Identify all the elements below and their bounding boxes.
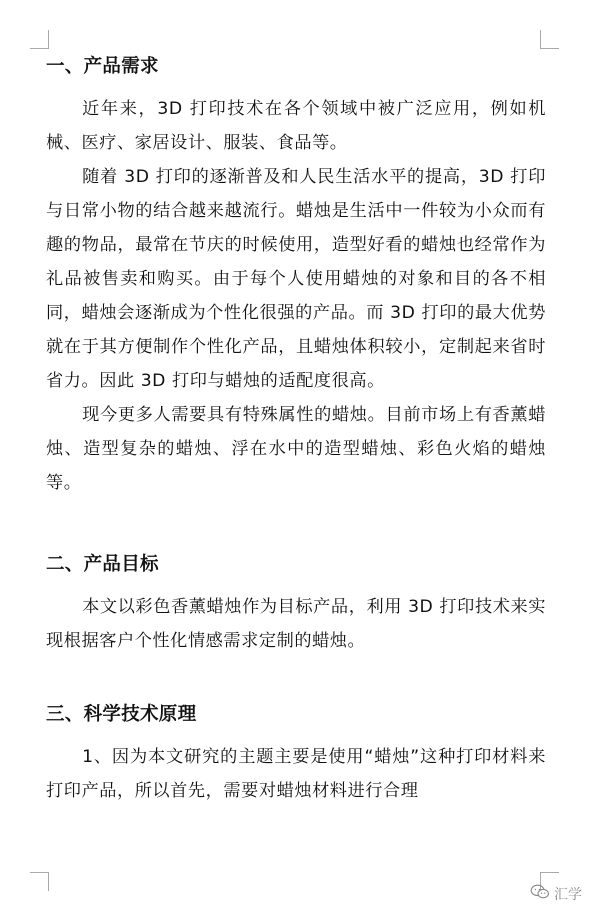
- page-corner-mark-top-left: [30, 30, 49, 49]
- section-heading-product-demand: 一、产品需求: [46, 56, 159, 77]
- section-heading-principles: 三、科学技术原理: [46, 704, 197, 725]
- page-corner-mark-bottom-left: [30, 872, 49, 891]
- paragraph-principles-1: 1、因为本文研究的主题主要是使用“蜡烛”这种打印材料来打印产品，所以首先，需要对蜡烛材料进行合理: [46, 747, 546, 801]
- section-heading-product-goal: 二、产品目标: [46, 554, 159, 575]
- paragraph-candle-background: 随着 3D 打印的逐渐普及和人民生活水平的提高，3D 打印与日常小物的结合越来越流行。蜡烛是生活中一件较为小众而有趣的物品，最常在节庆的时候使用，造型好看的蜡烛也经常作为礼品被售卖和购买。由于每个人使用蜡烛的对象和目的各不相同，蜡烛会逐渐成为个性化很强的产品。而 3D 打印的最大优势就在于其方便制作个性化产品，且蜡烛体积较小，定制起来省时省力。因此 3D 打印与蜡烛的适配度很高。: [46, 167, 546, 391]
- watermark-text: 汇学: [554, 887, 582, 903]
- document-body: [46, 52, 546, 808]
- paragraph-3d-printing-intro: 近年来，3D 打印技术在各个领域中被广泛应用，例如机械、医疗、家居设计、服装、食品等。: [46, 99, 546, 153]
- wechat-icon: [530, 884, 550, 904]
- watermark: [530, 884, 582, 904]
- paragraph-product-goal: 本文以彩色香薰蜡烛作为目标产品，利用 3D 打印技术来实现根据客户个性化情感需求定制的蜡烛。: [46, 597, 546, 651]
- page-corner-mark-top-right: [540, 30, 559, 49]
- paragraph-market-candles: 现今更多人需要具有特殊属性的蜡烛。目前市场上有香薰蜡烛、造型复杂的蜡烛、浮在水中的造型蜡烛、彩色火焰的蜡烛等。: [46, 405, 546, 493]
